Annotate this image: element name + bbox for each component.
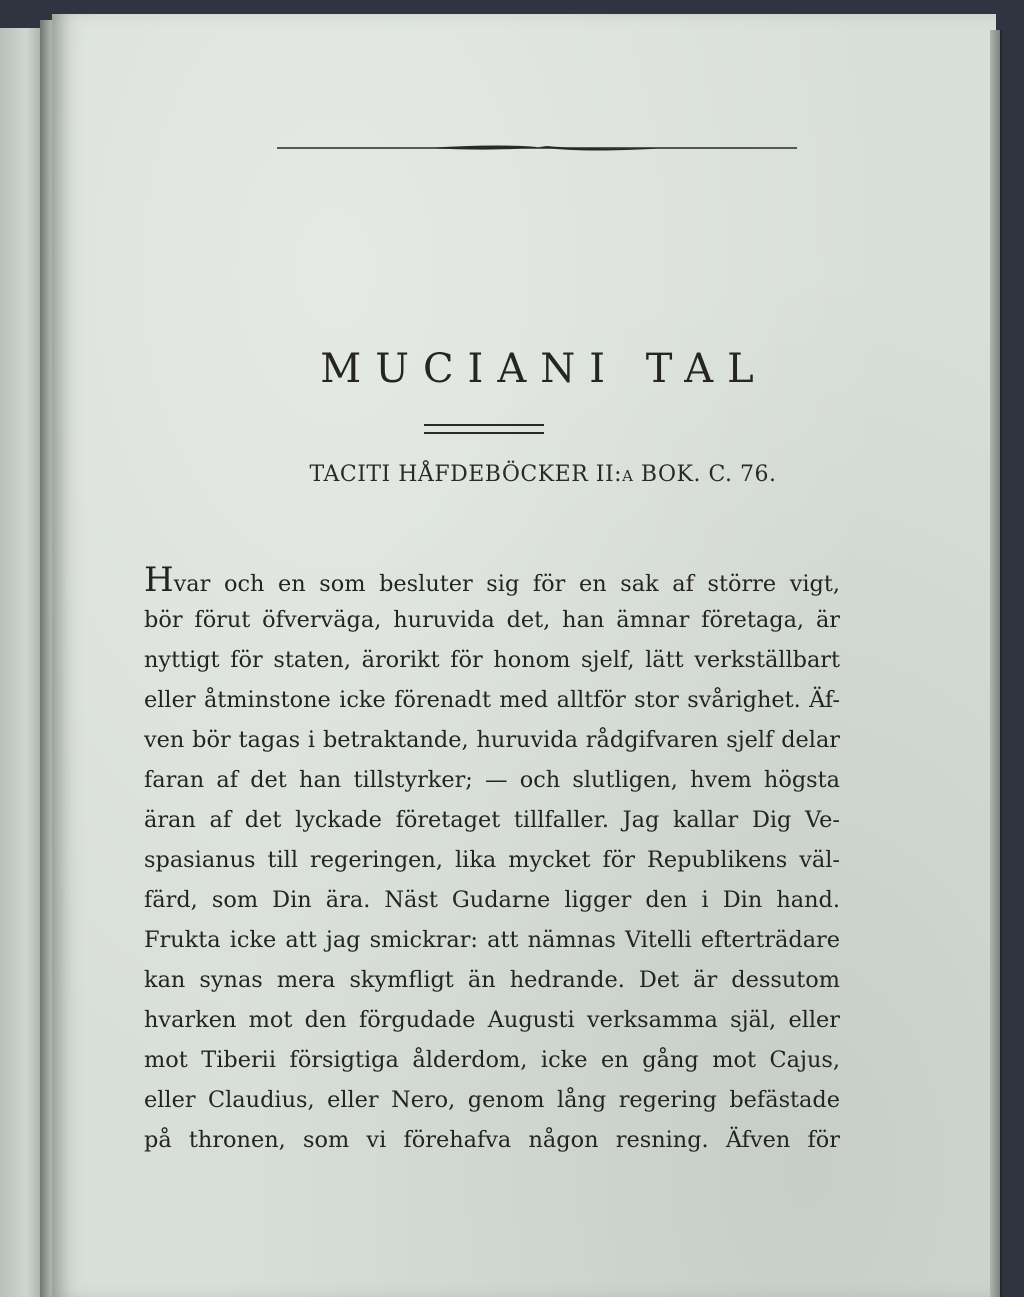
text-line: färd, som Din ära. Näst Gudarne ligger den i Din hand. [144,887,840,913]
right-page-edge [990,30,1000,1297]
text-line: hvarken mot den förgudade Augusti verksamma själ, eller [144,1007,840,1033]
right-page-border [1000,30,1002,1297]
subtitle-suffix: A [622,467,634,485]
body-text [144,560,840,1160]
text-line: mot Tiberii försigtiga ålderdom, icke en gång mot Cajus, [144,1047,840,1073]
subtitle [52,462,996,487]
text-line: äran af det lyckade företaget tillfaller. Jag kallar Dig Ve- [144,807,840,833]
page-title: MUCIANI TAL [320,346,768,392]
text-line: eller åtminstone icke förenadt med alltför stor svårighet. Äf- [144,687,840,713]
text-line: kan synas mera skymfligt än hedrande. Det är dessutom [144,967,840,993]
text-line: Frukta icke att jag smickrar: att nämnas Vitelli efterträdare [144,927,840,953]
text-line: på thronen, som vi förehafva någon resning. Äfven för [144,1127,840,1153]
title-double-rule [424,424,544,434]
subtitle-tail: BOK. C. 76. [633,462,777,487]
text-line: faran af det han tillstyrker; — och slutligen, hvem högsta [144,767,840,793]
first-line-text: var och en som besluter sig för en sak af större vigt, [173,571,840,597]
top-ornament-rule [277,144,797,152]
page [52,14,996,1297]
text-line: ven bör tagas i betraktande, huruvida rådgifvaren sjelf delar [144,727,840,753]
text-line [144,560,840,600]
text-line: bör förut öfverväga, huruvida det, han ämnar företaga, är [144,607,840,633]
text-line: spasianus till regeringen, lika mycket för Republikens väl- [144,847,840,873]
subtitle-main: TACITI HÅFDEBÖCKER II: [309,462,623,487]
text-line: nyttigt för staten, ärorikt för honom sjelf, lätt verkställbart [144,647,840,673]
text-line: eller Claudius, eller Nero, genom lång regering befästade [144,1087,840,1113]
drop-cap: H [144,560,174,600]
